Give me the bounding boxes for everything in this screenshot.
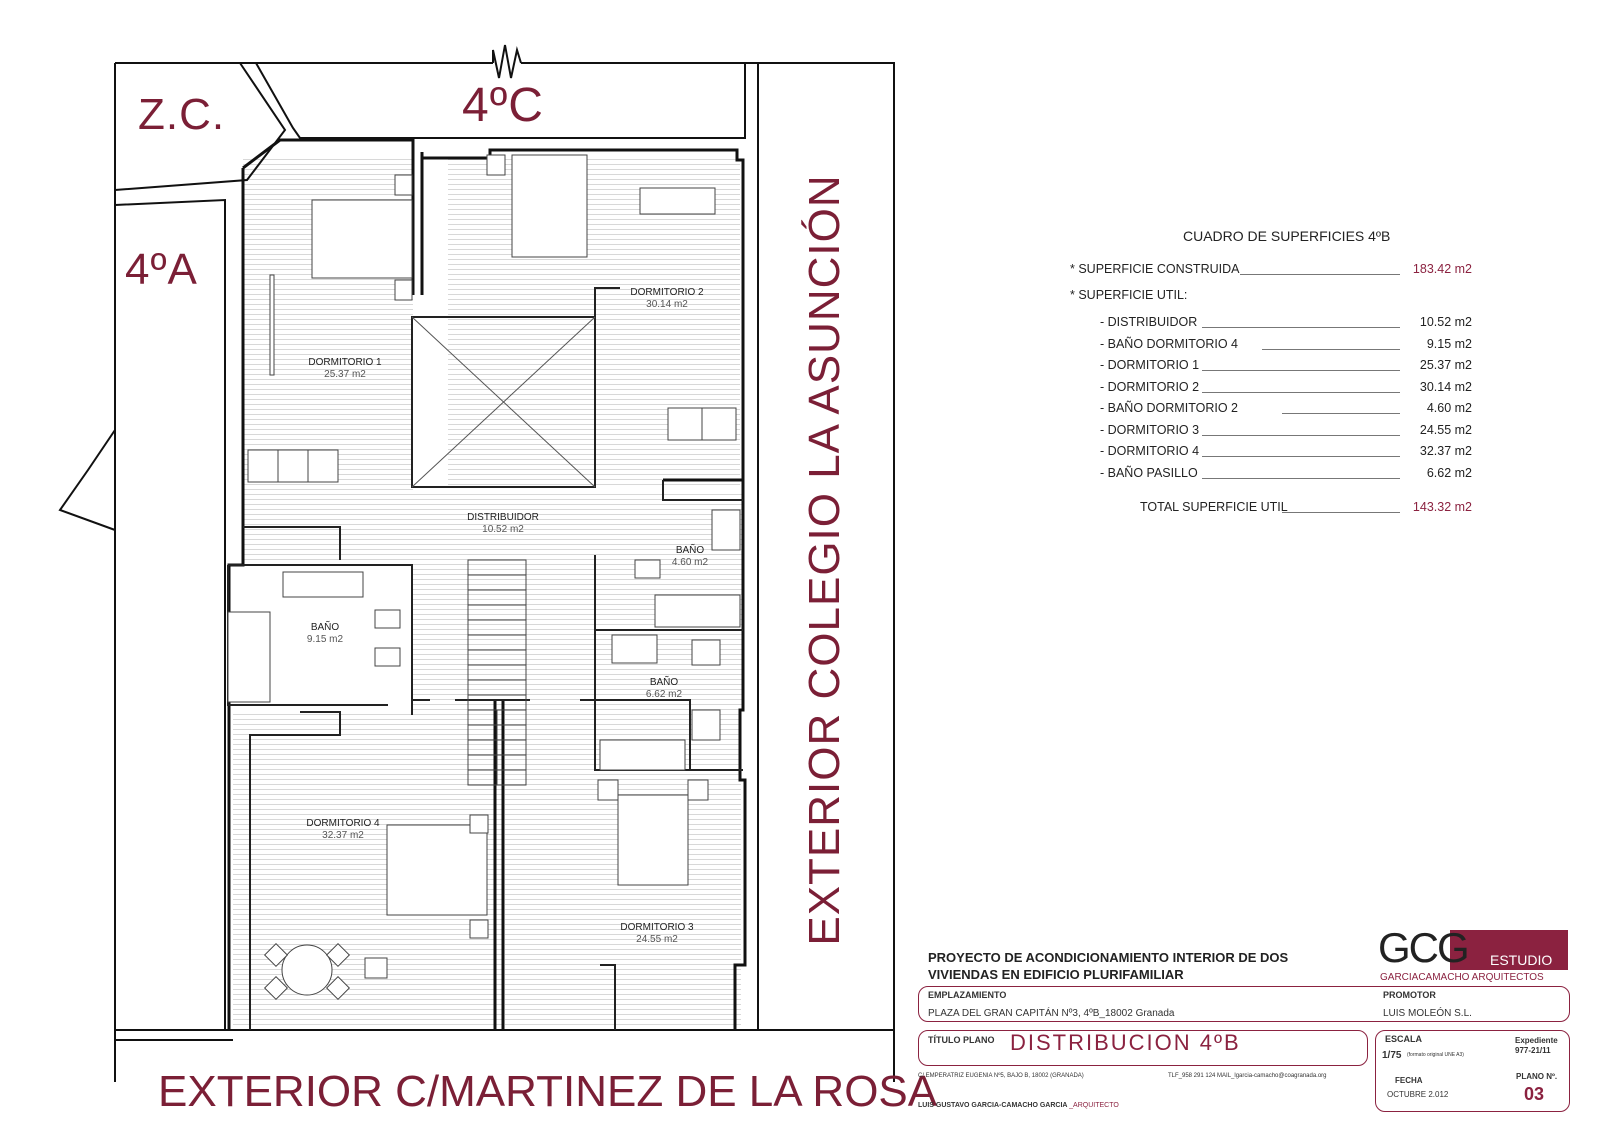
surface-item-value: 25.37 m2 [1419, 358, 1472, 372]
room-area: 4.60 m2 [671, 557, 709, 568]
surface-item-value: 10.52 m2 [1419, 315, 1472, 329]
surface-built-value: 183.42 m2 [1412, 262, 1472, 276]
architect-name-text: LUIS GUSTAVO GARCIA-CAMACHO GARCIA [918, 1102, 1068, 1109]
project-title-line-1: PROYECTO DE ACONDICIONAMIENTO INTERIOR DE DOS [928, 950, 1289, 965]
promoter-label: PROMOTOR [1383, 990, 1436, 1000]
surface-item-row [1100, 401, 1472, 419]
surface-total-value: 143.32 m2 [1412, 500, 1472, 514]
leader-line [1202, 370, 1400, 371]
promoter-value: LUIS MOLEÓN S.L. [1383, 1008, 1472, 1019]
surface-item-label: - DORMITORIO 4 [1100, 444, 1200, 458]
room-area: 32.37 m2 [322, 830, 364, 841]
studio-address: C/ EMPERATRIZ EUGENIA Nº5, BAJO B, 18002 (GRANADA) [918, 1073, 1084, 1079]
surface-useful-header [1070, 288, 1472, 306]
leader-line [1282, 512, 1400, 513]
room-name: DISTRIBUIDOR [467, 512, 539, 523]
surface-item-label: - BAÑO DORMITORIO 2 [1100, 401, 1238, 415]
architect-name [918, 1102, 1119, 1109]
surface-item-label: - BAÑO PASILLO [1100, 465, 1198, 480]
room-name: BAÑO [310, 622, 340, 633]
plan-title-value: DISTRIBUCION 4ºB [1010, 1030, 1241, 1055]
architect-role-text: _ARQUITECTO [1069, 1102, 1119, 1109]
leader-line [1202, 435, 1400, 436]
surface-item-row [1100, 423, 1472, 441]
surface-item-row [1100, 315, 1472, 333]
surface-item-row [1100, 466, 1472, 484]
surface-item-row [1100, 380, 1472, 398]
room-area: 6.62 m2 [645, 689, 683, 700]
room-name: DORMITORIO 1 [308, 357, 382, 368]
room-label-bano-pasillo [634, 677, 694, 701]
logo-word: ESTUDIO [1490, 952, 1553, 968]
surface-item-value: 32.37 m2 [1419, 444, 1472, 458]
surface-item-label: - DORMITORIO 1 [1100, 358, 1200, 372]
scale-note: (formato original UNE A3) [1407, 1052, 1464, 1058]
neighbor-4a-label: 4ºA [125, 245, 198, 294]
leader-line [1202, 456, 1400, 457]
surface-item-value: 24.55 m2 [1419, 422, 1472, 437]
surface-item-label: - DORMITORIO 2 [1100, 379, 1200, 394]
room-area: 24.55 m2 [636, 934, 678, 945]
surface-item-value: 6.62 m2 [1426, 465, 1472, 480]
leader-line [1282, 413, 1400, 414]
room-area: 30.14 m2 [646, 299, 688, 310]
leader-line [1240, 274, 1400, 275]
leader-line [1262, 349, 1400, 350]
surface-item-value: 9.15 m2 [1426, 336, 1472, 351]
surface-table-title: CUADRO DE SUPERFICIES 4ºB [1183, 228, 1391, 244]
room-area: 10.52 m2 [482, 524, 524, 535]
plan-number-value: 03 [1524, 1084, 1545, 1104]
surface-item-row [1100, 444, 1472, 462]
logo-letters: GCG [1378, 924, 1468, 971]
location-value: PLAZA DEL GRAN CAPITÁN Nº3, 4ºB_18002 Granada [928, 1008, 1175, 1019]
surface-item-row [1100, 337, 1472, 355]
scale-label: ESCALA [1385, 1034, 1423, 1044]
room-name: DORMITORIO 4 [306, 818, 380, 829]
surface-built-row [1070, 262, 1472, 280]
room-area: 9.15 m2 [306, 634, 344, 645]
project-title-line-2: VIVIENDAS EN EDIFICIO PLURIFAMILIAR [928, 967, 1184, 982]
room-label-dormitorio-3 [612, 922, 702, 946]
studio-logo [1378, 924, 1568, 983]
room-label-dormitorio-4 [298, 818, 388, 842]
surface-item-value: 30.14 m2 [1419, 379, 1472, 394]
leader-line [1202, 327, 1400, 328]
surface-useful-label: * SUPERFICIE UTIL: [1070, 288, 1188, 302]
surface-total-row [1140, 500, 1472, 518]
street-east-label: EXTERIOR COLEGIO LA ASUNCIÓN [800, 174, 849, 946]
surface-item-label: - DORMITORIO 3 [1100, 422, 1200, 437]
plan-number-label: PLANO Nº. [1516, 1072, 1558, 1081]
leader-line [1202, 478, 1400, 479]
room-label-dormitorio-2 [622, 287, 712, 311]
surface-item-value: 4.60 m2 [1426, 401, 1472, 415]
file-value: 977-21/11 [1515, 1046, 1551, 1055]
neighbor-zc-label: Z.C. [138, 90, 226, 139]
studio-contact: TLF_958 291 124 MAIL_lgarcia-camacho@coagranada.org [1168, 1073, 1327, 1079]
surface-item-row [1100, 358, 1472, 376]
room-label-bano-dormitorio-4 [295, 622, 355, 646]
room-name: BAÑO [649, 677, 679, 688]
room-label-dormitorio-1 [300, 357, 390, 381]
room-name: BAÑO [675, 545, 705, 556]
room-name: DORMITORIO 2 [630, 287, 704, 298]
room-label-bano-dormitorio-2 [660, 545, 720, 569]
street-south-label: EXTERIOR C/MARTINEZ DE LA ROSA [158, 1067, 938, 1116]
surface-item-label: - DISTRIBUIDOR [1100, 315, 1198, 329]
neighbor-4c-label: 4ºC [462, 79, 544, 132]
leader-line [1202, 392, 1400, 393]
date-label: FECHA [1395, 1076, 1423, 1085]
surface-built-label: * SUPERFICIE CONSTRUIDA [1070, 262, 1240, 276]
room-label-distribuidor [458, 512, 548, 536]
logo-subtitle: GARCIACAMACHO ARQUITECTOS [1380, 972, 1544, 983]
surface-item-label: - BAÑO DORMITORIO 4 [1100, 336, 1238, 351]
plan-title-label: TÍTULO PLANO [928, 1035, 995, 1045]
location-label: EMPLAZAMIENTO [928, 990, 1007, 1000]
room-area: 25.37 m2 [324, 369, 366, 380]
room-name: DORMITORIO 3 [620, 922, 694, 933]
surface-total-label: TOTAL SUPERFICIE UTIL [1140, 500, 1288, 514]
file-label: Expediente [1515, 1036, 1558, 1045]
date-value: OCTUBRE 2.012 [1387, 1090, 1449, 1099]
scale-value: 1/75 [1382, 1050, 1402, 1061]
